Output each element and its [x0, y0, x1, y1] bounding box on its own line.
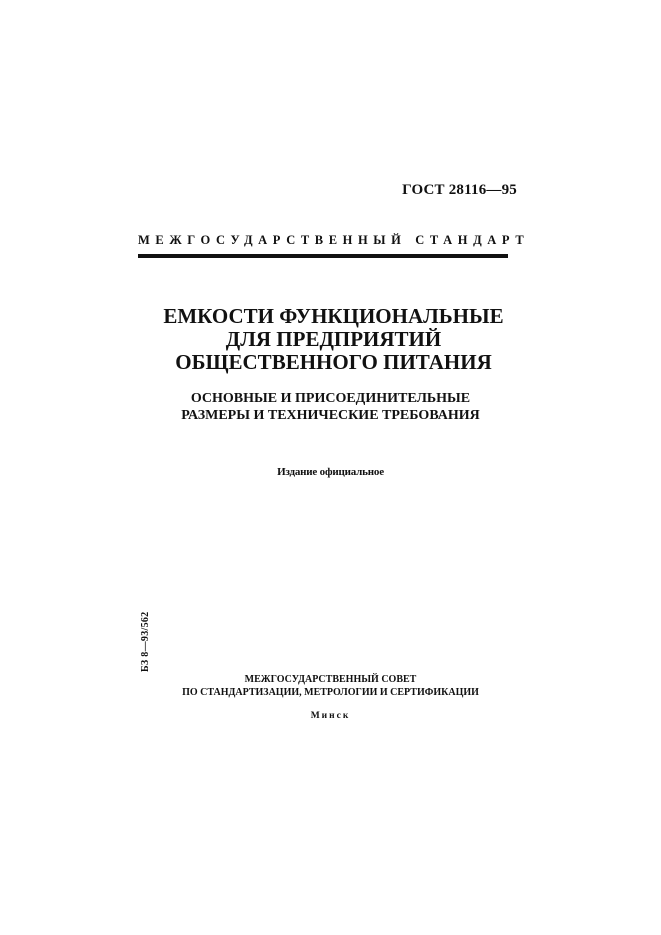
main-title-line: ОБЩЕСТВЕННОГО ПИТАНИЯ: [175, 350, 492, 374]
standard-type-label: МЕЖГОСУДАРСТВЕННЫЙ СТАНДАРТ: [138, 233, 530, 247]
standard-header: [138, 232, 530, 258]
main-title-line: ЕМКОСТИ ФУНКЦИОНАЛЬНЫЕ: [163, 304, 504, 328]
publisher-block: [0, 673, 661, 723]
title-block: [0, 305, 661, 424]
subtitle: [0, 390, 661, 424]
publisher-line: МЕЖГОСУДАРСТВЕННЫЙ СОВЕТ: [244, 674, 417, 685]
main-title-line: ДЛЯ ПРЕДПРИЯТИЙ: [225, 327, 442, 351]
publisher-line: ПО СТАНДАРТИЗАЦИИ, МЕТРОЛОГИИ И СЕРТИФИКАЦИИ: [182, 687, 479, 698]
side-catalog-code: БЗ 8—93/562: [140, 611, 151, 672]
document-code: ГОСТ 28116—95: [402, 182, 517, 198]
header-rule: [138, 254, 508, 258]
publication-city: Минск: [310, 711, 351, 721]
main-title: [0, 305, 661, 374]
edition-label: Издание официальное: [277, 466, 384, 478]
subtitle-line: РАЗМЕРЫ И ТЕХНИЧЕСКИЕ ТРЕБОВАНИЯ: [181, 408, 480, 423]
subtitle-line: ОСНОВНЫЕ И ПРИСОЕДИНИТЕЛЬНЫЕ: [190, 391, 471, 406]
